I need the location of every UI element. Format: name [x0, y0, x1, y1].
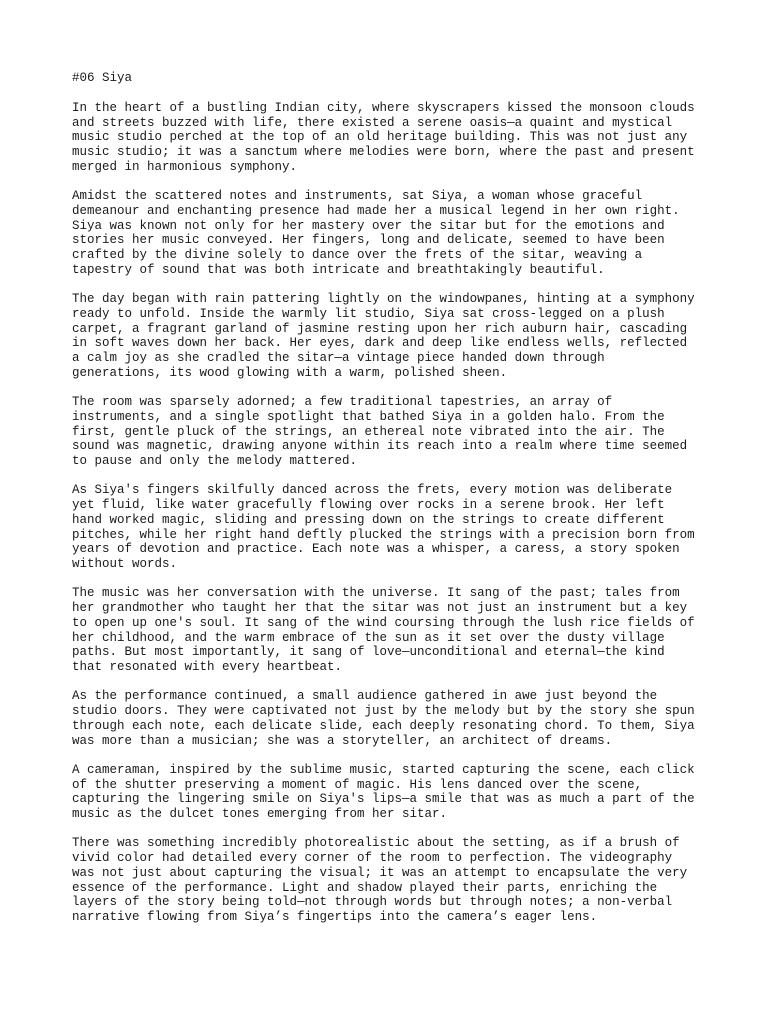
text-line: music as the dulcet tones emerging from her sitar.	[72, 807, 448, 821]
text-line: A cameraman, inspired by the sublime music, started capturing the scene, each click	[72, 762, 695, 777]
text-line: and streets buzzed with life, there existed a serene oasis—a quaint and mystical	[72, 115, 673, 130]
text-line: music studio perched at the top of an old heritage building. This was not just any	[72, 130, 688, 145]
paragraph	[72, 101, 712, 175]
text-line: studio doors. They were captivated not just by the melody but by the story she spun	[72, 704, 695, 718]
text-line: Amidst the scattered notes and instruments, sat Siya, a woman whose graceful	[72, 189, 643, 203]
text-line: paths. But most importantly, it sang of love—unconditional and eternal—the kind	[72, 645, 665, 660]
text-line: stories her music conveyed. Her fingers, long and delicate, seemed to have been	[72, 233, 665, 248]
text-line: In the heart of a bustling Indian city, where skyscrapers kissed the monsoon clouds	[72, 100, 695, 115]
document-title: #06 Siya	[72, 71, 133, 85]
text-line: was more than a musician; she was a storyteller, an architect of dreams.	[72, 733, 613, 748]
text-line: vivid color had detailed every corner of the room to perfection. The videography	[72, 851, 673, 865]
text-line: narrative flowing from Siya’s fingertips into the camera’s eager lens.	[72, 910, 598, 924]
text-line: years of devotion and practice. Each note was a whisper, a caress, a story spoken	[72, 542, 680, 557]
text-line: her grandmother who taught her that the sitar was not just an instrument but a key	[72, 601, 688, 615]
text-line: that resonated with every heartbeat.	[72, 660, 343, 674]
text-line: in soft waves down her back. Her eyes, dark and deep like endless wells, reflected	[72, 336, 688, 351]
paragraph	[72, 292, 712, 381]
text-line: The room was sparsely adorned; a few traditional tapestries, an array of	[72, 395, 613, 409]
text-line: demeanour and enchanting presence had made her a musical legend in her own right.	[72, 203, 680, 218]
text-line: There was something incredibly photorealistic about the setting, as if a brush of	[72, 836, 680, 851]
text-line: was not just about capturing the visual; it was an attempt to encapsulate the very	[72, 865, 688, 880]
text-line: music studio; it was a sanctum where melodies were born, where the past and present	[72, 145, 695, 159]
paragraph	[72, 483, 712, 572]
text-line: The day began with rain pattering lightly on the windowpanes, hinting at a symphony	[72, 292, 695, 306]
paragraph	[72, 836, 712, 925]
document-body	[72, 71, 712, 939]
text-line: The music was her conversation with the universe. It sang of the past; tales from	[72, 586, 680, 601]
text-line: merged in harmonious symphony.	[72, 159, 298, 174]
text-line: generations, its wood glowing with a warm, polished sheen.	[72, 365, 508, 380]
text-line: Siya was known not only for her mastery over the sitar but for the emotions and	[72, 218, 665, 233]
text-line: sound was magnetic, drawing anyone within its reach into a realm where time seemed	[72, 439, 688, 454]
paragraph	[72, 586, 712, 675]
text-line: As the performance continued, a small audience gathered in awe just beyond the	[72, 689, 658, 704]
text-line: of the shutter preserving a moment of magic. His lens danced over the scene,	[72, 777, 643, 792]
paragraph-list	[72, 101, 712, 925]
paragraph	[72, 763, 712, 822]
text-line: tapestry of sound that was both intricate and breathtakingly beautiful.	[72, 262, 605, 277]
text-line: her childhood, and the warm embrace of the sun as it set over the dusty village	[72, 630, 665, 645]
text-line: hand worked magic, sliding and pressing down on the strings to create different	[72, 512, 665, 527]
paragraph	[72, 189, 712, 278]
text-line: capturing the lingering smile on Siya's lips—a smile that was as much a part of the	[72, 792, 695, 807]
paragraph	[72, 689, 712, 748]
text-line: a calm joy as she cradled the sitar—a vintage piece handed down through	[72, 351, 605, 365]
text-line: to pause and only the melody mattered.	[72, 454, 358, 468]
text-line: to open up one's soul. It sang of the wind coursing through the lush rice fields of	[72, 615, 695, 630]
paragraph	[72, 395, 712, 469]
text-line: ready to unfold. Inside the warmly lit studio, Siya sat cross-legged on a plush	[72, 306, 665, 321]
text-line: layers of the story being told—not through words but through notes; a non-verbal	[72, 895, 673, 910]
text-line: crafted by the divine solely to dance over the frets of the sitar, weaving a	[72, 248, 643, 262]
text-line: carpet, a fragrant garland of jasmine resting upon her rich auburn hair, cascading	[72, 321, 688, 336]
text-line: without words.	[72, 557, 178, 571]
text-line: essence of the performance. Light and shadow played their parts, enriching the	[72, 880, 658, 895]
text-line: through each note, each delicate slide, each deeply resonating chord. To them, Siya	[72, 718, 695, 733]
text-line: instruments, and a single spotlight that bathed Siya in a golden halo. From the	[72, 409, 665, 424]
text-line: yet fluid, like water gracefully flowing over rocks in a serene brook. Her left	[72, 498, 665, 512]
text-line: As Siya's fingers skilfully danced across the frets, every motion was deliberate	[72, 483, 673, 498]
text-line: first, gentle pluck of the strings, an ethereal note vibrated into the air. The	[72, 424, 665, 439]
text-line: pitches, while her right hand deftly plucked the strings with a precision born from	[72, 527, 695, 542]
